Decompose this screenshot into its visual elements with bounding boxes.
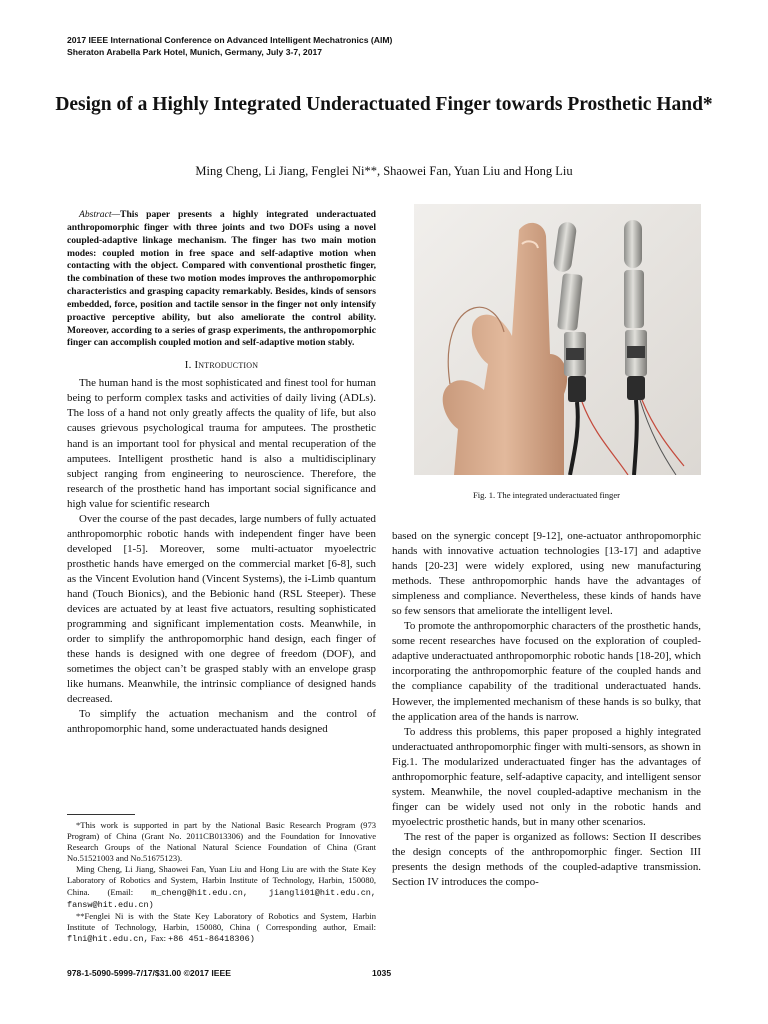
body-paragraph: To simplify the actuation mechanism and the control of anthropomorphic hand, some underactuated hands designed: [67, 708, 376, 736]
body-paragraph: Over the course of the past decades, large numbers of fully actuated anthropomorphic robotic hands with independent finger have been developed [1-5]. Moreover, some multi-actuator myoelectric prosthetic hands have emerged on the commercial market [6-8], such as the Vincent Evolution hand (Vincent Systems), the i-Limb quantum hand (Touch Bionics), and the Bebionic hand (RSL Steeper). These devices are actuated by at least five actuators, resulting sophisticated programming and significant implementation costs. Meanwhile, in order to simplify the anthropomorphic hand design, each finger of these hands is designed with one degree of freedom (DOF), and sometimes the object can’t be grasped stably with an envelope grasp like humans. Meanwhile, the intrinsic compliance of designed hands decreased.: [67, 512, 376, 706]
section-number: I.: [184, 359, 192, 372]
abstract: [67, 209, 376, 350]
page-number: 1035: [372, 968, 392, 978]
body-paragraph: To address this problems, this paper proposed a highly integrated underactuated anthropomorphic finger with multi-sensors, as shown in Fig.1. The modularized underactuated finger has the advantages of anthropomorphic feature, self-adaptive capacity, and intelligent sensor system. Meanwhile, the novel coupled-adaptive mechanism in the finger can be widely used not only in the robotic hands and myoelectric prosthetic hands, but in many other scenarios.: [392, 725, 701, 828]
section-title: Introduction: [194, 359, 259, 372]
body-paragraph: The rest of the paper is organized as follows: Section II describes the design concepts of the anthropomorphic finger. Section III presents the design methods of the coupled-adaptive transmission. Section IV introduces the compo-: [392, 830, 701, 889]
conference-header: 2017 IEEE International Conference on Advanced Intelligent Mechatronics (AIM) Sheraton Arabella Park Hotel, Munich, Germany, July 3-7, 2017: [67, 35, 393, 57]
isbn-copyright: 978-1-5090-5999-7/17/$31.00 ©2017 IEEE: [67, 968, 232, 978]
footnote-affiliation: Ming Cheng, Li Jiang, Shaowei Fan, Yuan Liu and Hong Liu are with the State Key Laboratory of Robotics and System, Harbin Institute of Technology, Harbin, 150080, China. (Email: m_cheng@hit.edu.cn, jiangli01@hit.edu.cn, fansw@hit.edu.cn): [67, 864, 376, 910]
author-emails[interactable]: m_cheng@hit.edu.cn, jiangli01@hit.edu.cn, fansw@hit.edu.cn): [67, 887, 376, 910]
figure-photo: [414, 204, 701, 475]
footnote-funding: *This work is supported in part by the National Basic Research Program (973 Program) of China (Grant No. 2011CB013306) and the Foundation for Innovative Research Groups of the National Natural Science Foundation of China (Grant No.51521003 and No.51675123).: [67, 820, 376, 864]
fax-number: +86 451-86418306): [168, 933, 255, 944]
abstract-lead: Abstract—: [79, 209, 121, 220]
footnotes: [67, 820, 376, 945]
corresponding-email[interactable]: flni@hit.edu.cn,: [67, 933, 149, 944]
author-list: Ming Cheng, Li Jiang, Fenglei Ni**, Shaowei Fan, Yuan Liu and Hong Liu: [195, 164, 573, 178]
body-paragraph: based on the synergic concept [9-12], one-actuator anthropomorphic hands with innovative actuation technologies [13-17] and adaptive hands [20-23] were widely explored, using new manufacturing methods. These anthropomorphic hands have the advantages of simpleness and compliance. Nevertheless, these kinds of hands have so few sensors that ameliorate the intelligent level.: [392, 530, 701, 618]
paper-title: Design of a Highly Integrated Underactuated Finger towards Prosthetic Hand*: [55, 94, 713, 115]
body-paragraph: To promote the anthropomorphic characters of the prosthetic hands, some recent researches have focused on the exploration of coupled-adaptive underactuated anthropomorphic robotic hands [18-20], which incorporating the anthropomorphic feature of the coupled hands and the compliance capability of the traditional underactuated hands. However, the implemented mechanism of these hands is so bulky, that the application area of the hands is narrow.: [392, 620, 701, 723]
right-column: [392, 529, 701, 890]
finger-photo-illustration: [414, 204, 701, 475]
figure-caption: Fig. 1. The integrated underactuated finger: [472, 490, 621, 500]
body-paragraph: The human hand is the most sophisticated and finest tool for human being to perform complex tasks and activities of daily living (ADLs). The loss of a hand not only greatly affects the quality of life, but also causes grievous psychological trauma for amputees. The prosthetic hand is an important tool for physical and mental recuperation of the amputees. Intelligent prosthetic hand is also a multidisciplinary subject ranging from engineering to neuroscience. Therefore, the research of the prosthetic hand has important social significance and high value for scientific research: [67, 377, 376, 510]
section-heading-introduction: [67, 358, 376, 373]
footnote-rule: [67, 814, 135, 815]
abstract-text: This paper presents a highly integrated underactuated anthropomorphic finger with three joints and two DOFs using a novel coupled-adaptive linkage mechanism. The finger has two main motion modes: coupled motion in free space and self-adaptive motion when contacting with the object. Compared with conventional prosthetic finger, the combination of these two motion modes improves the anthropomorphic characteristics and grasping capacity remarkably. Besides, kinds of sensors embedded, force, position and tactile sensor in the finger not only intensify proactive perceptive ability, but also ameliorate the control ability. Moreover, according to a series of grasp experiments, the anthropomorphic finger can accomplish coupled motion and self-adaptive motion stably.: [67, 209, 376, 349]
footnote-corresponding: **Fenglei Ni is with the State Key Laboratory of Robotics and System, Harbin Institute of Technology, Harbin, 150080, China ( Corresponding author, Email: flni@hit.edu.cn, Fax: +86 451-86418306): [67, 910, 376, 944]
left-column: [67, 209, 376, 737]
